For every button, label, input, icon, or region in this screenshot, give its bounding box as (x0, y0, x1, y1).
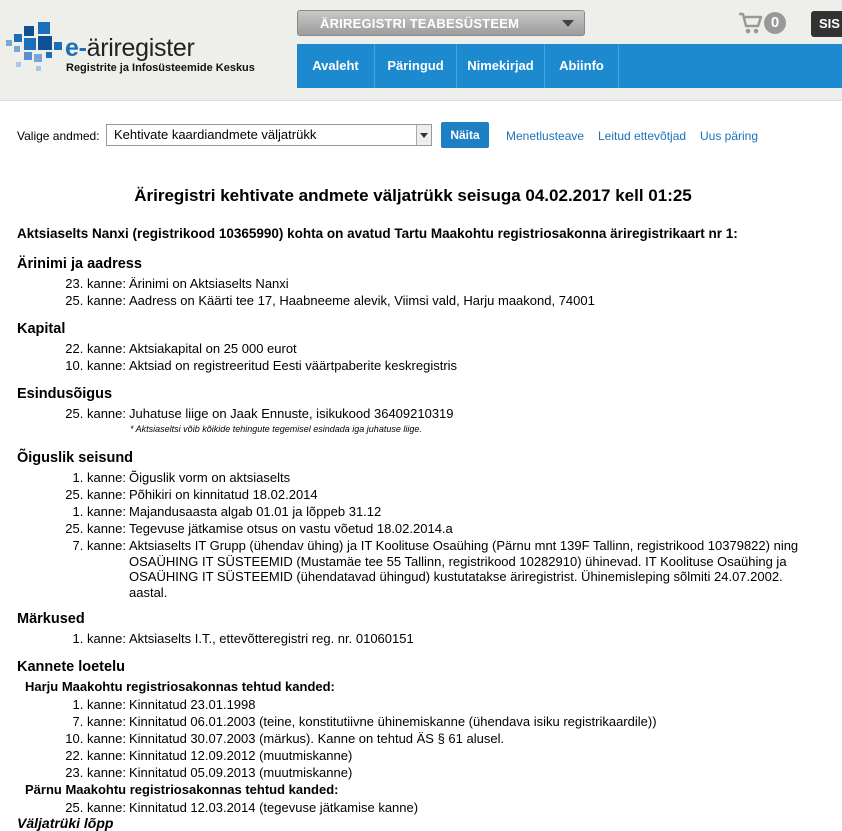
entry-text: Õiguslik vorm on aktsiaselts (129, 470, 291, 485)
entry-number: 23. kanne: (65, 276, 126, 291)
entry-number: 25. kanne: (65, 487, 126, 502)
entry-text: Aktsiaselts IT Grupp (ühendav ühing) ja IT Koolituse Osaühing (Pärnu mnt 139F Tallinn, registrikood 10379822) ning OSAÜHING IT SÜSTEEMID (Mustamäe tee 55 Tallinn, registrikood 10282910) ühinevad. IT Koolituse Osaühing ja OSAÜHING IT SÜSTEEMID (ühendatavad ühingud) kustutatakse äriregistrist. Ühinemisleping sõlmiti 24.07.2002. aastal. (129, 538, 799, 600)
entry-number: 10. kanne: (65, 358, 126, 373)
page-title: Äriregistri kehtivate andmete väljatrükk seisuga 04.02.2017 kell 01:25 (134, 186, 692, 205)
entry-text: Ärinimi on Aktsiaselts Nanxi (129, 276, 289, 291)
entry-number: 1. kanne: (72, 504, 126, 519)
entry-text: Kinnitatud 12.03.2014 (tegevuse jätkamise kanne) (129, 800, 419, 815)
section-heading-entries: Kannete loetelu (17, 659, 125, 675)
nav-item-paringud[interactable]: Päringud (375, 44, 457, 88)
nav-item-abiinfo[interactable]: Abiinfo (545, 44, 619, 88)
logo-subtitle: Registrite ja Infosüsteemide Keskus (66, 62, 255, 74)
company-lead: Aktsiaselts Nanxi (registrikood 10365990) kohta on avatud Tartu Maakohtu registriosakonna äriregistrikaart nr 1: (17, 226, 738, 241)
data-select-label: Valige andmed: (17, 129, 100, 143)
entry-text: Aktsiakapital on 25 000 eurot (129, 341, 297, 356)
printout-end: Väljatrüki lõpp (17, 815, 114, 831)
site-header (0, 0, 842, 101)
main-nav (297, 44, 842, 88)
chevron-down-icon (416, 125, 431, 145)
section-heading-representation: Esindusõigus (17, 386, 113, 402)
e-ariregister-logo-icon[interactable] (6, 20, 66, 80)
section-heading-legal-status: Õiguslik seisund (17, 450, 134, 466)
chevron-down-icon (562, 20, 574, 27)
nav-item-avaleht[interactable]: Avaleht (297, 44, 375, 88)
entry-number: 25. kanne: (65, 406, 126, 421)
entry-number: 1. kanne: (72, 470, 126, 485)
entry-text: Kinnitatud 30.07.2003 (märkus). Kanne on tehtud ÄS § 61 alusel. (129, 731, 505, 746)
entry-text: Kinnitatud 23.01.1998 (129, 697, 256, 712)
entry-text: Tegevuse jätkamise otsus on vastu võetud 18.02.2014.a (129, 521, 453, 536)
section-heading-capital: Kapital (17, 321, 66, 337)
subheading-harju: Harju Maakohtu registriosakonnas tehtud kanded: (25, 679, 335, 694)
section-heading-name: Ärinimi ja aadress (17, 256, 142, 272)
system-selector[interactable] (297, 10, 585, 36)
entry-text: Kinnitatud 05.09.2013 (muutmiskanne) (129, 765, 353, 780)
entry-number: 1. kanne: (72, 697, 126, 712)
entry-number: 22. kanne: (65, 748, 126, 763)
link-leitud-ettevotjad[interactable]: Leitud ettevõtjad (598, 129, 687, 143)
show-button[interactable]: Näita (441, 122, 489, 148)
logo-prefix: e- (65, 34, 87, 62)
entry-number: 7. kanne: (72, 714, 126, 729)
data-select-dropdown[interactable] (106, 124, 432, 146)
entry-number: 1. kanne: (72, 631, 126, 646)
shopping-cart-icon (738, 11, 764, 35)
cart-count-badge: 0 (764, 12, 786, 34)
entry-number: 7. kanne: (72, 538, 126, 553)
entry-text: Majandusaasta algab 01.01 ja lõppeb 31.12 (129, 504, 382, 519)
entry-text: Aktsiaselts I.T., ettevõtteregistri reg. nr. 01060151 (129, 631, 414, 646)
section-heading-remarks: Märkused (17, 611, 85, 627)
logo-name: äriregister (86, 34, 195, 62)
entry-number: 22. kanne: (65, 341, 126, 356)
subheading-parnu: Pärnu Maakohtu registriosakonnas tehtud kanded: (25, 782, 339, 797)
entry-number: 23. kanne: (65, 765, 126, 780)
entry-text: Kinnitatud 12.09.2012 (muutmiskanne) (129, 748, 353, 763)
data-selection-bar (17, 122, 837, 148)
nav-item-nimekirjad[interactable]: Nimekirjad (457, 44, 545, 88)
link-menetlusteave[interactable]: Menetlusteave (506, 129, 585, 143)
representation-note: * Aktsiaseltsi võib kõikide tehingute tegemisel esindada iga juhatuse liige. (130, 424, 422, 434)
entry-text: Juhatuse liige on Jaak Ennuste, isikukood 36409210319 (129, 406, 454, 421)
login-button[interactable]: SIS (811, 11, 842, 37)
link-uus-paring[interactable]: Uus päring (700, 129, 759, 143)
entry-number: 25. kanne: (65, 293, 126, 308)
entry-text: Kinnitatud 06.01.2003 (teine, konstitutiivne ühinemiskanne (ühendava isiku registrikaardile)) (129, 714, 657, 729)
entry-number: 10. kanne: (65, 731, 126, 746)
entry-number: 25. kanne: (65, 521, 126, 536)
logo-wordmark[interactable] (65, 34, 195, 63)
entry-number: 25. kanne: (65, 800, 126, 815)
system-selector-label: ÄRIREGISTRI TEABESÜSTEEM (320, 16, 520, 31)
entry-text: Aadress on Käärti tee 17, Haabneeme alevik, Viimsi vald, Harju maakond, 74001 (129, 293, 595, 308)
data-select-value: Kehtivate kaardiandmete väljatrükk (114, 127, 317, 142)
entry-text: Aktsiad on registreeritud Eesti väärtpaberite keskregistris (129, 358, 458, 373)
cart-button[interactable] (738, 10, 788, 36)
entry-text: Põhikiri on kinnitatud 18.02.2014 (129, 487, 318, 502)
